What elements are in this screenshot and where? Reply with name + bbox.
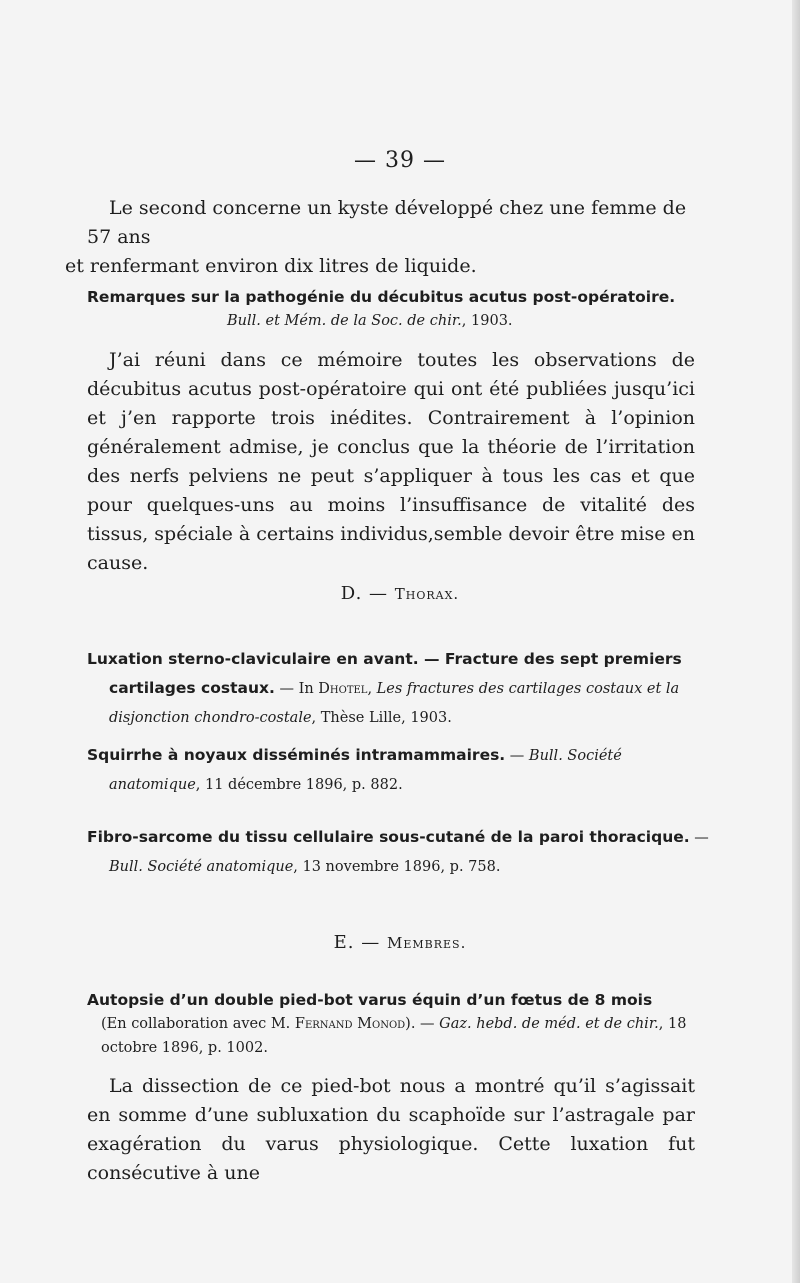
journal-name: Gaz. hebd. de méd. et de chir. [439, 1016, 659, 1032]
section-heading-thorax [0, 583, 800, 604]
reference-details: , 1903. [461, 313, 513, 329]
reference-prefix: — [689, 830, 709, 846]
section-name: Membres. [386, 934, 467, 952]
reference-details: , 13 novembre 1896, p. 758. [293, 859, 501, 875]
reference-separator: , [367, 681, 377, 697]
entry-title: Remarques sur la pathogénie du décubitus acutus post-opératoire. [87, 288, 676, 306]
section-label: E. — [333, 932, 381, 953]
reference-close: ). — [405, 1016, 440, 1032]
bibliography-entry-fibro-sarcome [87, 822, 717, 880]
reference-author: Dhotel [318, 681, 368, 697]
reference-details: , 18 octobre 1896, p. 1002. [101, 1016, 687, 1056]
intro-line-1: Le second concerne un kyste développé chez une femme de 57 ans [87, 197, 687, 248]
entry-reference [87, 309, 695, 333]
entry-title: Squirrhe à noyaux disséminés intramammaires. [87, 746, 506, 764]
paragraph-decubitus: J’ai réuni dans ce mémoire toutes les observations de décubitus acutus post-opératoire qui ont été publiées jusqu’ici et j’en rapporte trois inédites. Contrairement à l’opinion généralement admise, je conclus que la théorie de l’irritation des nerfs pelviens ne peut s’appliquer à tous les cas et que pour quelques-uns au moins l’insuffisance de vitalité des tissus, spéciale à certains individus,semble devoir être mise en cause. [87, 349, 695, 574]
reference-author: Fernand Monod [294, 1016, 406, 1032]
section-heading-membres [0, 932, 800, 953]
section-name: Thorax. [394, 585, 460, 603]
page-number: — 39 — [354, 148, 446, 173]
bibliography-entry-squirrhe [87, 740, 717, 798]
reference-work: Les fractures des cartilages costaux et la disjonction chondro-costale [109, 681, 680, 726]
entry-title: Luxation sterno-claviculaire en avant. — Fracture des sept premiers cartilages costaux. [87, 650, 682, 697]
reference-details: , Thèse Lille, 1903. [311, 710, 452, 726]
section-label: D. — [340, 583, 389, 604]
page-edge-shadow [792, 0, 800, 1283]
bibliography-entry-decubitus [87, 285, 695, 333]
entry-title: Autopsie d’un double pied-bot varus équin d’un fœtus de 8 mois [87, 991, 653, 1009]
paragraph-pied-bot: La dissection de ce pied-bot nous a montré qu’il s’agissait en somme d’une subluxation du scaphoïde sur l’astragale par exagération du varus physiologique. Cette luxation fut consécutive à une [87, 1075, 695, 1184]
entry-reference [87, 1012, 695, 1060]
journal-name: Bull. et Mém. de la Soc. de chir. [227, 313, 462, 329]
journal-name: Bull. Société anatomique [109, 748, 622, 793]
reference-prefix: — [505, 748, 529, 764]
intro-paragraph [65, 194, 695, 281]
intro-line-2: et renfermant environ dix litres de liquide. [65, 255, 477, 277]
bibliography-entry-luxation [87, 644, 717, 731]
reference-details: , 11 décembre 1896, p. 882. [195, 777, 403, 793]
reference-prefix: — In [274, 681, 319, 697]
bibliography-entry-autopsie [87, 988, 695, 1060]
reference-open: (En collaboration avec M. [101, 1016, 295, 1032]
entry-title: Fibro-sarcome du tissu cellulaire sous-cutané de la paroi thoracique. [87, 828, 690, 846]
journal-name: Bull. Société anatomique [109, 859, 294, 875]
